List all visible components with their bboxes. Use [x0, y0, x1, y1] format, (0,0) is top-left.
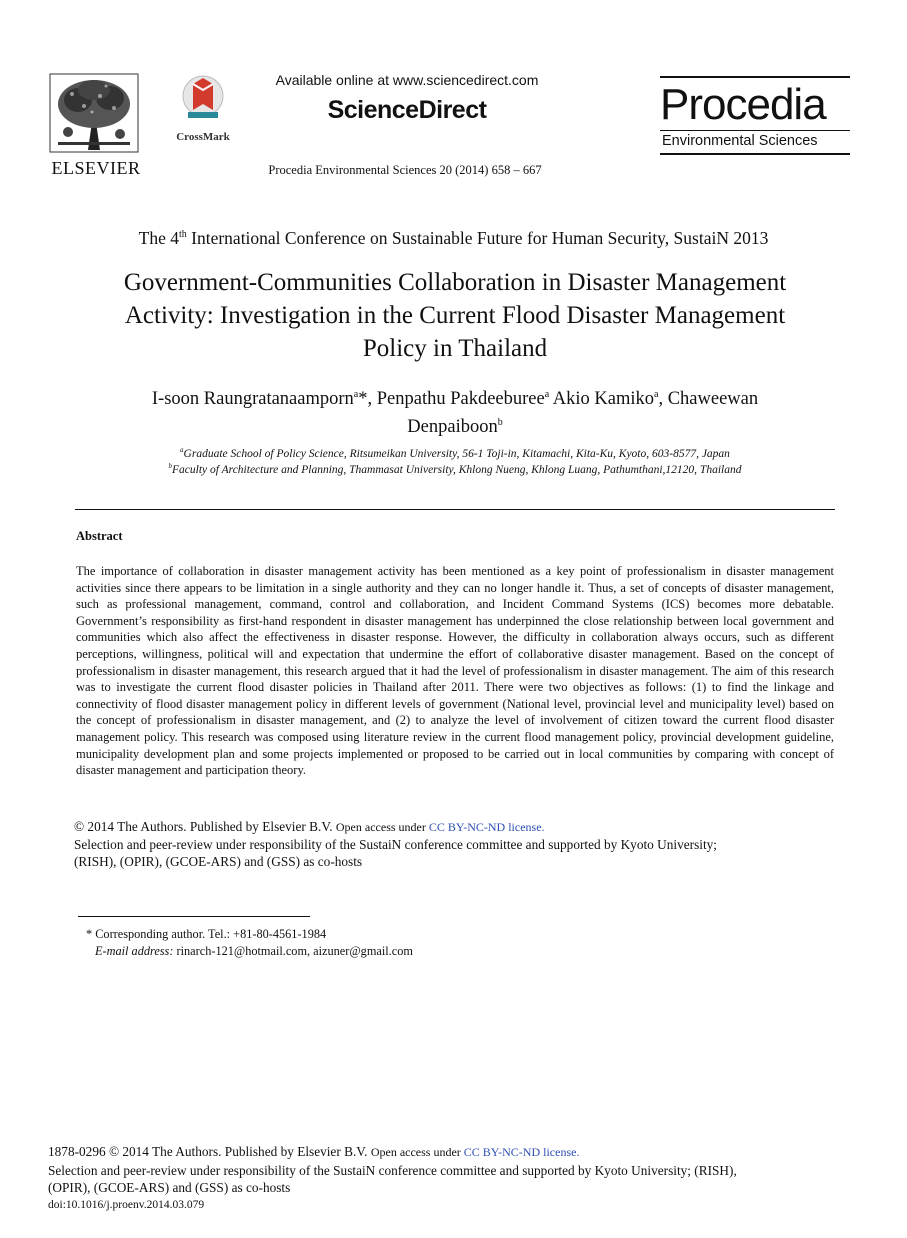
- footnote-divider: [78, 916, 310, 917]
- crossmark-label: CrossMark: [176, 131, 230, 143]
- footer-open-access: Open access under: [370, 1145, 464, 1159]
- co-hosts-line: (RISH), (OPIR), (GCOE-ARS) and (GSS) as co-hosts: [74, 854, 363, 869]
- email-line: [95, 944, 413, 959]
- crossmark-icon: [180, 74, 226, 124]
- author-list: [60, 383, 850, 439]
- author-name: Denpaiboon: [407, 417, 498, 438]
- corresponding-author: * Corresponding author. Tel.: +81-80-4561-1984: [86, 927, 327, 941]
- conference-ordinal: th: [178, 229, 187, 241]
- affiliation-sup: b: [168, 462, 173, 470]
- page-footer: [48, 1143, 838, 1214]
- elsevier-tree-icon: [48, 72, 140, 154]
- affiliation-a: [60, 446, 850, 460]
- license-link[interactable]: CC BY-NC-ND license.: [428, 820, 545, 834]
- procedia-mid-rule: [660, 130, 850, 131]
- footer-co-hosts: (OPIR), (GCOE-ARS) and (GSS) as co-hosts: [48, 1180, 291, 1195]
- author-affil-sup: b: [497, 417, 503, 429]
- paper-title: [60, 266, 850, 365]
- title-line: Policy in Thailand: [362, 335, 548, 362]
- email-value: rinarch-121@hotmail.com, aizuner@gmail.com: [173, 944, 413, 958]
- journal-citation: Procedia Environmental Sciences 20 (2014) 658 – 667: [268, 163, 542, 177]
- elsevier-logo: [48, 72, 144, 180]
- abstract-body: The importance of collaboration in disaster management activity has been mentioned as a key point of professionalism in disaster management activities since there appears to be limitation in a single authority and they can no longer handle it. Thus, a set of concepts of disaster management, such as professional management, command, control and collaboration, and Incident Command Systems (ICS) becomes more debatable. Government’s responsibility as first-hand respondent in disaster management has underpinned the close relationship between local government and communities which also affect the effectiveness in disaster response. However, the difficulty in collaboration always occurs, such as different perceptions, willingness, political will and expectation that undermine the effort of collaborative disaster management. Based on the concept of professionalism in disaster management, this research argued that it had the level of professionalism in disaster management. The aim of this research was to investigate the current flood disaster policies in Thailand after 2011. There were two objectives as follows: (1) to find the linkage and connectivity of flood disaster management policy in different levels of government (National level, provincial level and municipality level) based on the concept of professionalism in disaster management, and (2) to analyze the level of involvement of citizen toward the current flood disaster management policy. This research was composed using literature review in the current flood management policy, provincial development guideline, municipality development plan and some projects implemented or proposed to be carried out in local communities by comparing with concept of disaster management and participation theory.: [76, 564, 834, 778]
- title-line: Activity: Investigation in the Current Flood Disaster Management: [124, 302, 786, 329]
- copyright-line: [74, 818, 834, 836]
- email-label: E-mail address:: [95, 944, 174, 958]
- procedia-wordmark: Procedia: [660, 80, 826, 129]
- conference-suffix: International Conference on Sustainable Future for Human Security, SustaiN 2013: [186, 228, 769, 248]
- author-name: Penpathu Pakdeeburee: [376, 389, 545, 410]
- procedia-top-rule: [660, 76, 850, 78]
- author-affil-sup: a: [544, 389, 550, 400]
- footer-copyright-line: [48, 1143, 838, 1162]
- abstract-heading: Abstract: [76, 529, 123, 543]
- author-name: I-soon Raungratanaamporn: [151, 389, 354, 410]
- title-line: Government-Communities Collaboration in Disaster Management: [123, 269, 787, 296]
- peer-review-line: Selection and peer-review under responsibility of the SustaiN conference committee and supported by Kyoto University;: [74, 837, 717, 852]
- header-divider: [75, 509, 835, 510]
- procedia-bottom-rule: [660, 153, 850, 155]
- footer-license-link[interactable]: CC BY-NC-ND license.: [463, 1145, 580, 1159]
- procedia-subtitle: Environmental Sciences: [662, 133, 818, 149]
- available-online-text: Available online at www.sciencedirect.com: [275, 72, 539, 88]
- author-name: Akio Kamiko: [549, 389, 655, 410]
- author-line-2: [60, 411, 850, 439]
- affiliation-text: Faculty of Architecture and Planning, Thammasat University, Khlong Nueng, Khlong Luang, Pathumthani,12120, Thailand: [172, 463, 742, 476]
- author-affil-sup: a: [353, 389, 359, 400]
- crossmark-badge[interactable]: [172, 74, 234, 143]
- sciencedirect-logo: ScienceDirect: [327, 96, 487, 124]
- author-line-1: [60, 383, 850, 411]
- affiliation-b: [60, 462, 850, 476]
- conference-prefix: The 4: [138, 228, 179, 248]
- affiliation-sup: a: [180, 446, 184, 454]
- copyright-text: © 2014 The Authors. Published by Elsevier B.V.: [74, 819, 336, 834]
- affiliation-text: Graduate School of Policy Science, Ritsumeikan University, 56-1 Toji-in, Kitamachi, Kita-Ku, Kyoto, 603-8577, Japan: [183, 447, 730, 460]
- copyright-block: [74, 818, 834, 870]
- doi[interactable]: doi:10.1016/j.proenv.2014.03.079: [48, 1198, 205, 1211]
- elsevier-wordmark: ELSEVIER: [51, 158, 141, 178]
- conference-name: [0, 228, 907, 249]
- author-affil-sup: a: [654, 389, 659, 400]
- corresponding-mark: *,: [358, 389, 377, 410]
- procedia-logo: [660, 76, 850, 157]
- author-name: , Chaweewan: [658, 389, 759, 410]
- open-access-text: Open access under: [335, 820, 429, 834]
- footer-peer-review: Selection and peer-review under responsibility of the SustaiN conference committee and supported by Kyoto University; (RISH),: [48, 1162, 737, 1178]
- footer-issn: 1878-0296 © 2014 The Authors. Published by Elsevier B.V.: [48, 1144, 371, 1159]
